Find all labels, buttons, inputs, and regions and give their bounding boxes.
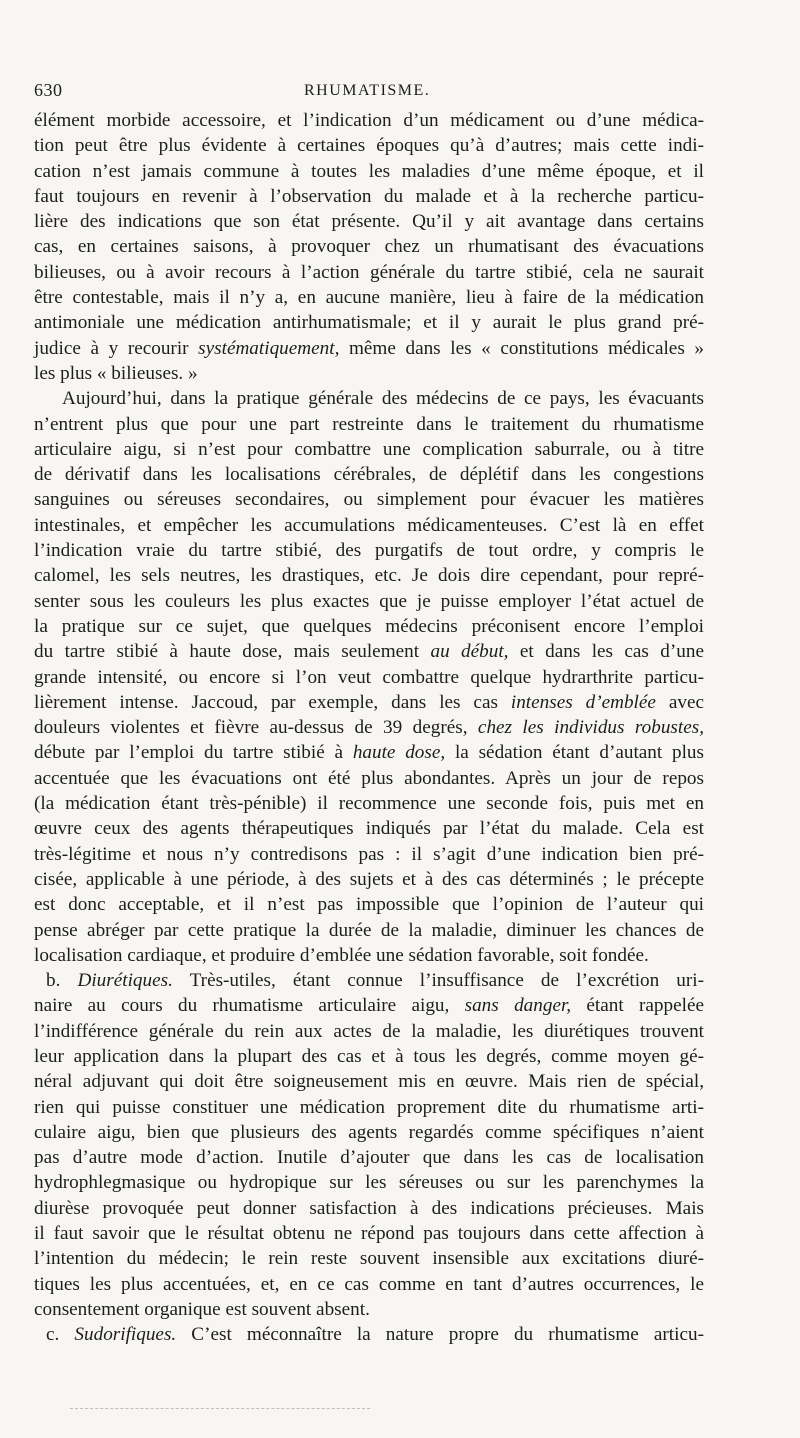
italic-run: chez les individus robustes, (477, 717, 704, 739)
text-line: tiques les plus accentuées, et, en ce cas comme en tant d’autres occurrences, le (34, 1273, 704, 1295)
text-line: calomel, les sels neutres, les drastiques, etc. Je dois dire cependant, pour repré- (34, 565, 704, 587)
text-line: l’indication vraie du tartre stibié, des purgatifs de tout ordre, y compris le (34, 540, 704, 562)
text-run: la sédation étant d’autant plus (445, 742, 704, 764)
footer-rule (70, 1408, 370, 1409)
running-head (34, 80, 704, 108)
italic-run: Diurétiques. (77, 970, 173, 992)
text-line: l’indifférence générale du rein aux actes de la maladie, les diurétiques trouvent (34, 1020, 704, 1042)
text-line: senter sous les couleurs les plus exactes que je puisse employer l’état actuel de (34, 590, 704, 612)
text-line: rien qui puisse constituer une médication proprement dite du rhumatisme arti- (34, 1096, 704, 1118)
text-line: (la médication étant très-pénible) il recommence une seconde fois, puis met en (34, 793, 704, 815)
text-run: c. (46, 1324, 75, 1346)
text-run: même dans les « constitutions médicales » (339, 337, 704, 359)
italic-run: haute dose, (352, 742, 446, 764)
page (34, 80, 704, 1348)
text-line: l’intention du médecin; le rein reste souvent insensible aux excitations diuré- (34, 1248, 704, 1270)
italic-run: intenses d’emblée (510, 691, 656, 713)
text-line: consentement organique est souvent absent. (34, 1298, 370, 1320)
text-line: cisée, applicable à une période, à des sujets et à des cas déterminés ; le précepte (34, 868, 704, 890)
running-title: RHUMATISME. (304, 82, 431, 99)
text-run: étant rappelée (571, 995, 704, 1017)
text-run: douleurs violentes et fièvre au-dessus de 39 degrés, (34, 717, 478, 739)
text-line: est donc acceptable, et il n’est pas impossible que l’opinion de l’auteur qui (34, 894, 704, 916)
italic-run: Sudorifiques. (74, 1324, 177, 1346)
page-number: 630 (34, 80, 63, 100)
text-run: C’est méconnaître la nature propre du rhumatisme articu- (176, 1324, 704, 1346)
text-line: très-légitime et nous n’y contredisons pas : il s’agit d’une indication bien pré- (34, 843, 704, 865)
text-run: débute par l’emploi du tartre stibié à (34, 742, 353, 764)
italic-run: systématiquement, (198, 337, 340, 359)
text-line: accentuée que les évacuations ont été plus abondantes. Après un jour de repos (34, 767, 704, 789)
italic-run: au début, (430, 641, 509, 663)
text-line: localisation cardiaque, et produire d’emblée une sédation favorable, soit fondée. (34, 944, 649, 966)
text-line: il faut savoir que le résultat obtenu ne répond pas toujours dans cette affection à (34, 1223, 704, 1245)
text-line (34, 715, 704, 740)
text-line (34, 690, 704, 715)
text-line: Aujourd’hui, dans la pratique générale des médecins de ce pays, les évacuants (62, 388, 704, 410)
text-run: Très-utiles, étant connue l’insuffisance de l’excrétion uri- (172, 970, 704, 992)
text-line (34, 740, 704, 765)
text-line: pas d’autre mode d’action. Inutile d’ajouter que dans les cas de localisation (34, 1147, 704, 1169)
text-line: les plus « bilieuses. » (34, 362, 198, 384)
text-line (34, 968, 704, 993)
text-line: de dérivatif dans les localisations cérébrales, de déplétif dans les congestions (34, 464, 704, 486)
text-line: n’entrent plus que pour une part restreinte dans le traitement du rhumatisme (34, 413, 704, 435)
text-line: néral adjuvant qui doit être soigneusement mis en œuvre. Mais rien de spécial, (34, 1071, 704, 1093)
italic-run: sans danger, (464, 995, 572, 1017)
text-line: leur application dans la plupart des cas et à tous les degrés, comme moyen gé- (34, 1045, 704, 1067)
text-line: hydrophlegmasique ou hydropique sur les séreuses ou sur les parenchymes la (34, 1172, 704, 1194)
text-line: culaire aigu, bien que plusieurs des agents regardés comme spécifiques n’aient (34, 1121, 704, 1143)
text-run: lièrement intense. Jaccoud, par exemple, dans les cas (34, 691, 511, 713)
text-line: antimoniale une médication antirhumatismale; et il y aurait le plus grand pré- (34, 312, 704, 334)
text-line: diurèse provoquée peut donner satisfaction à des indications précieuses. Mais (34, 1197, 704, 1219)
text-line (34, 1322, 704, 1347)
text-line: bilieuses, ou à avoir recours à l’action générale du tartre stibié, cela ne saurait (34, 261, 704, 283)
text-line: élément morbide accessoire, et l’indication d’un médicament ou d’une médica- (34, 110, 704, 131)
text-line (34, 639, 704, 664)
text-line: cas, en certaines saisons, à provoquer chez un rhumatisant des évacuations (34, 236, 704, 258)
text-run: judice à y recourir (34, 337, 199, 359)
text-line (34, 993, 704, 1018)
text-line: grande intensité, ou encore si l’on veut combattre quelque hydrarthrite particu- (34, 666, 704, 688)
text-run: avec (655, 691, 704, 713)
text-line: pense abréger par cette pratique la durée de la maladie, diminuer les chances de (34, 919, 704, 941)
text-run: naire au cours du rhumatisme articulaire aigu, (34, 995, 465, 1017)
text-run: et dans les cas d’une (508, 641, 704, 663)
text-line: faut toujours en revenir à l’observation du malade et à la recherche particu- (34, 185, 704, 207)
text-line: être contestable, mais il n’y a, en aucune manière, lieu à faire de la médication (34, 287, 704, 309)
text-line: œuvre ceux des agents thérapeutiques indiqués par l’état du malade. Cela est (34, 818, 704, 840)
text-line: lière des indications que son état présente. Qu’il y ait avantage dans certains (34, 211, 704, 233)
text-line: intestinales, et empêcher les accumulations médicamenteuses. C’est là en effet (34, 514, 704, 536)
text-run: b. (46, 970, 78, 992)
text-line: articulaire aigu, si n’est pour combattre une complication saburrale, ou à titre (34, 438, 704, 460)
text-line: sanguines ou séreuses secondaires, ou simplement pour évacuer les matières (34, 489, 704, 511)
text-line: tion peut être plus évidente à certaines époques qu’à d’autres; mais cette indi- (34, 135, 704, 157)
text-line: cation n’est jamais commune à toutes les maladies d’une même époque, et il (34, 160, 704, 182)
text-line: la pratique sur ce sujet, que quelques médecins préconisent encore l’emploi (34, 615, 704, 637)
text-run: du tartre stibié à haute dose, mais seulement (34, 641, 431, 663)
body-text (34, 108, 704, 1348)
text-line (34, 336, 704, 361)
